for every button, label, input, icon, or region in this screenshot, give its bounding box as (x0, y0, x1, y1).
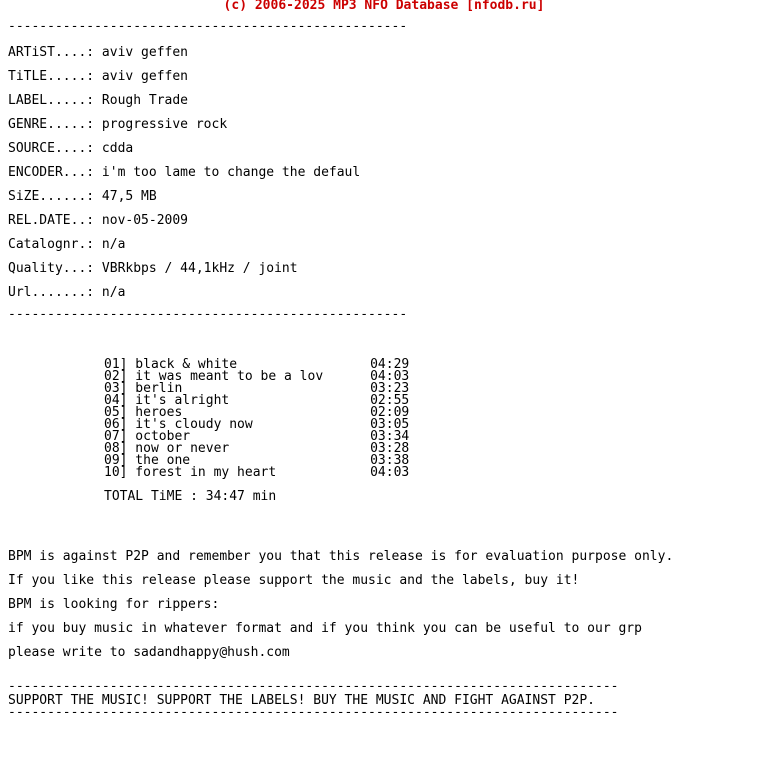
footer-slogan: SUPPORT THE MUSIC! SUPPORT THE LABELS! BUY THE MUSIC AND FIGHT AGAINST P2P. (8, 693, 595, 708)
note-buy-music: if you buy music in whatever format and if you think you can be useful to our grp (8, 621, 642, 636)
tracklist-item: 09] the one 03:38 (104, 453, 410, 468)
info-release-date: REL.DATE..: nov-05-2009 (8, 213, 189, 228)
tracklist-item: 10] forest in my heart 04:03 (104, 465, 410, 480)
tracklist-item: 07] october 03:34 (104, 429, 410, 444)
copyright-header[interactable]: (c) 2006-2025 MP3 NFO Database [nfodb.ru] (223, 0, 545, 13)
separator-footer-bottom: ------------------------------------------------------------------------------ (8, 705, 619, 720)
info-quality: Quality...: VBRkbps / 44,1kHz / joint (8, 261, 298, 276)
info-url: Url.......: n/a (8, 285, 126, 300)
info-size: SiZE......: 47,5 MB (8, 189, 157, 204)
tracklist-item: 03] berlin 03:23 (104, 381, 410, 396)
info-catalog: Catalognr.: n/a (8, 237, 126, 252)
tracklist-item: 01] black & white 04:29 (104, 357, 410, 372)
note-rippers: BPM is looking for rippers: (8, 597, 220, 612)
tracklist-item: 08] now or never 03:28 (104, 441, 410, 456)
info-title: TiTLE.....: aviv geffen (8, 69, 189, 84)
separator-top: --------------------------------------------------- (8, 19, 408, 34)
tracklist-item: 02] it was meant to be a lov 04:03 (104, 369, 410, 384)
info-source: SOURCE....: cdda (8, 141, 134, 156)
info-label: LABEL.....: Rough Trade (8, 93, 189, 108)
tracklist-item: 06] it's cloudy now 03:05 (104, 417, 410, 432)
note-contact: please write to sadandhappy@hush.com (8, 645, 290, 660)
total-time: TOTAL TiME : 34:47 min (104, 489, 277, 504)
tracklist-item: 05] heroes 02:09 (104, 405, 410, 420)
info-genre: GENRE.....: progressive rock (8, 117, 228, 132)
info-encoder: ENCODER...: i'm too lame to change the defaul (8, 165, 361, 180)
separator-footer-top: ------------------------------------------------------------------------------ (8, 679, 619, 694)
note-p2p: BPM is against P2P and remember you that this release is for evaluation purpose only. (8, 549, 674, 564)
tracklist-item: 04] it's alright 02:55 (104, 393, 410, 408)
separator-info-end: --------------------------------------------------- (8, 307, 408, 322)
note-support: If you like this release please support the music and the labels, buy it! (8, 573, 580, 588)
info-artist: ARTiST....: aviv geffen (8, 45, 189, 60)
